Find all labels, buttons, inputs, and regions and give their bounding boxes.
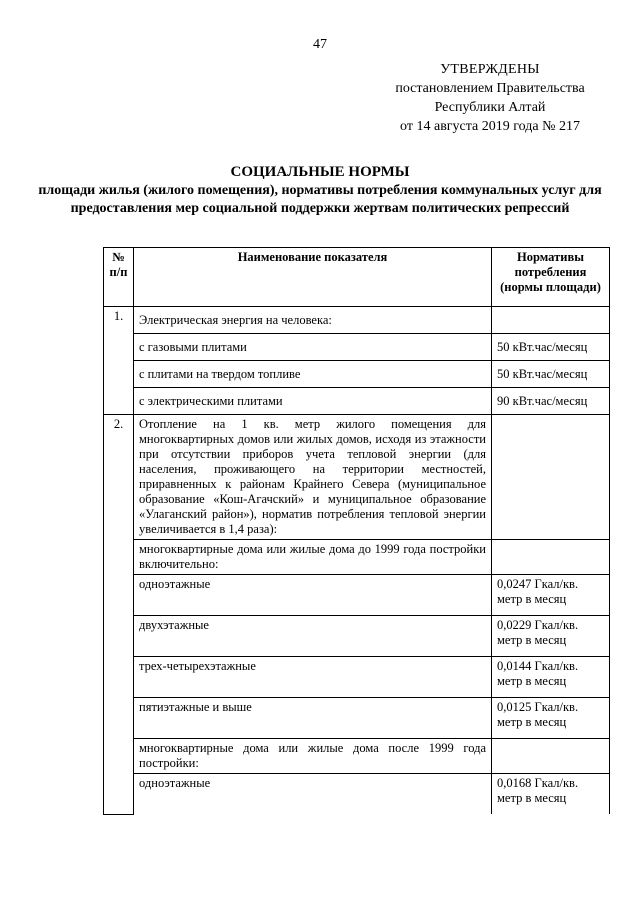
approval-line-republic: Республики Алтай xyxy=(434,100,546,115)
group-title: многоквартирные дома или жилые дома до 1999 года постройки включительно: xyxy=(134,540,492,575)
norm-value: 0,0168 Гкал/кв. метр в месяц xyxy=(492,774,610,815)
row-name: трех-четырехэтажные xyxy=(134,657,492,698)
row-number: 2. xyxy=(104,415,134,815)
norm-value: 90 кВт.час/месяц xyxy=(492,388,610,415)
table-row xyxy=(104,415,610,540)
norm-value: 50 кВт.час/месяц xyxy=(492,361,610,388)
approval-stamp xyxy=(375,60,605,136)
page-number: 47 xyxy=(313,37,327,52)
table-row xyxy=(104,388,610,415)
header-num: № п/п xyxy=(104,248,134,307)
row-name: одноэтажные xyxy=(134,575,492,616)
group-title: многоквартирные дома или жилые дома после 1999 года постройки: xyxy=(134,739,492,774)
table-row xyxy=(104,575,610,616)
approval-line-approved: УТВЕРЖДЕНЫ xyxy=(440,62,540,77)
header-norm: Нормативы потребления (нормы площади) xyxy=(492,248,610,307)
table-row xyxy=(104,361,610,388)
row-name: с газовыми плитами xyxy=(134,334,492,361)
norm-value: 0,0125 Гкал/кв. метр в месяц xyxy=(492,698,610,739)
norm-value xyxy=(492,307,610,334)
section-title: Отопление на 1 кв. метр жилого помещения для многоквартирных домов или жилых домов, исходя из этажности при отсутствии приборов учета тепловой энергии (для населения, проживающего на территории местностей, приравненных к районам Крайнего Севера (муниципальное образование «Кош-Агачский» и муниципальное образование «Улаганский район»), норматив потребления тепловой энергии увеличивается в 1,4 раза): xyxy=(134,415,492,540)
norm-value: 0,0247 Гкал/кв. метр в месяц xyxy=(492,575,610,616)
row-name: пятиэтажные и выше xyxy=(134,698,492,739)
document-title xyxy=(0,163,640,218)
header-name: Наименование показателя xyxy=(134,248,492,307)
row-name: одноэтажные xyxy=(134,774,492,815)
table-row xyxy=(104,334,610,361)
table-row xyxy=(104,739,610,774)
row-name: с электрическими плитами xyxy=(134,388,492,415)
title-subtitle: площади жилья (жилого помещения), нормативы потребления коммунальных услуг для предоставления мер социальной поддержки жертвам политических репрессий xyxy=(38,183,602,216)
table-row xyxy=(104,540,610,575)
norm-value: 0,0229 Гкал/кв. метр в месяц xyxy=(492,616,610,657)
approval-line-decree: постановлением Правительства xyxy=(395,81,585,96)
table-row xyxy=(104,307,610,334)
norm-value xyxy=(492,415,610,540)
norms-table xyxy=(103,247,610,815)
row-name: с плитами на твердом топливе xyxy=(134,361,492,388)
table-row xyxy=(104,616,610,657)
norm-value: 50 кВт.час/месяц xyxy=(492,334,610,361)
table-row xyxy=(104,774,610,815)
table-header-row xyxy=(104,248,610,307)
norm-value: 0,0144 Гкал/кв. метр в месяц xyxy=(492,657,610,698)
table-row xyxy=(104,698,610,739)
norm-value xyxy=(492,540,610,575)
row-number: 1. xyxy=(104,307,134,415)
section-title: Электрическая энергия на человека: xyxy=(134,307,492,334)
title-main: СОЦИАЛЬНЫЕ НОРМЫ xyxy=(230,164,410,180)
norm-value xyxy=(492,739,610,774)
table-row xyxy=(104,657,610,698)
approval-line-date: от 14 августа 2019 года № 217 xyxy=(400,119,580,134)
row-name: двухэтажные xyxy=(134,616,492,657)
